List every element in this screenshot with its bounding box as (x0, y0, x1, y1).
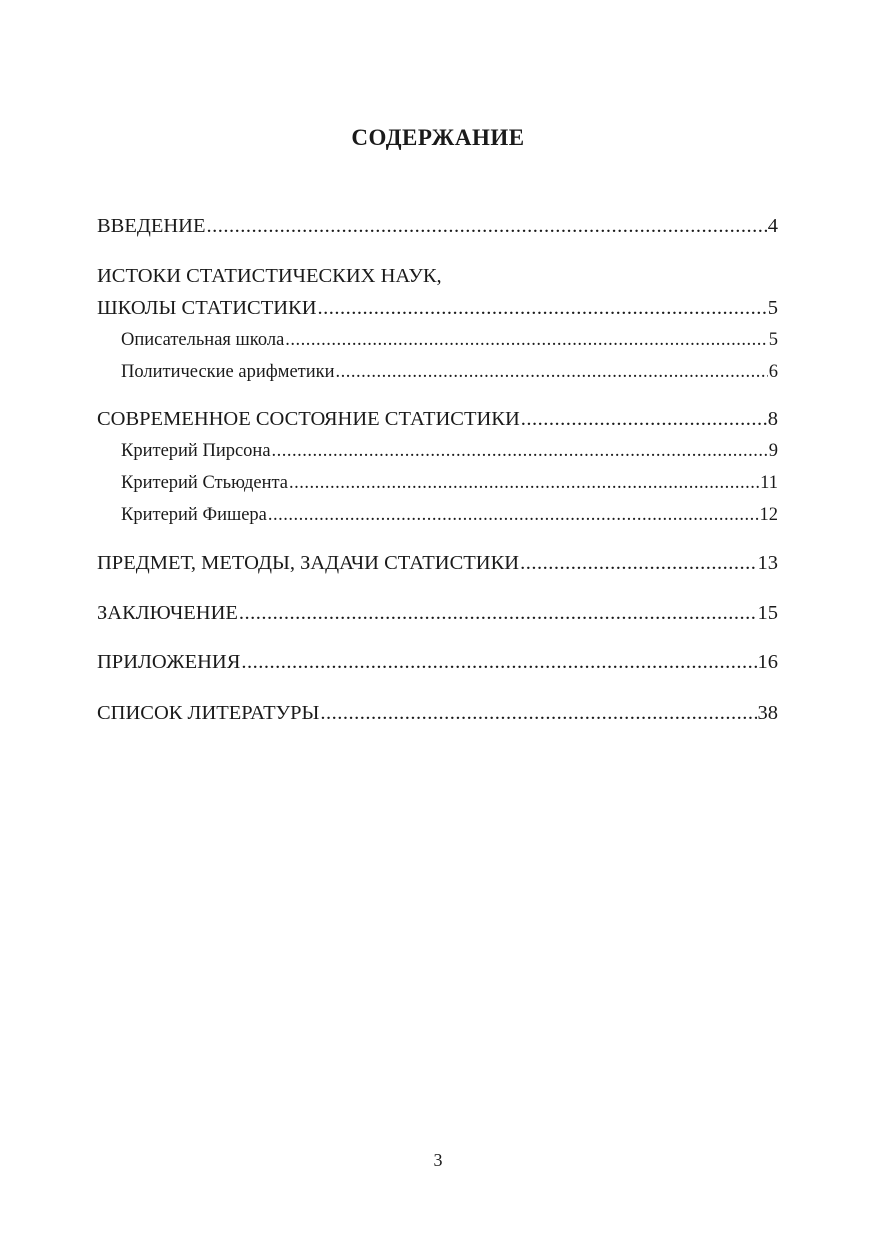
toc-entry-label: Описательная школа (121, 330, 285, 350)
toc-entry-conclusion[interactable] (97, 603, 778, 624)
toc-leader-dots (289, 474, 759, 493)
toc-entry-subject-methods[interactable] (97, 553, 778, 574)
toc-entry-descriptive-school[interactable] (121, 331, 778, 350)
toc-entry-label: Политические арифметики (121, 362, 335, 382)
toc-leader-dots (272, 442, 768, 461)
toc-leader-dots (318, 298, 767, 319)
toc-entry-origins-line1[interactable]: ИСТОКИ СТАТИСТИЧЕСКИХ НАУК, (97, 265, 442, 287)
page-title: СОДЕРЖАНИЕ (351, 125, 525, 150)
toc-leader-dots (285, 331, 767, 350)
toc-page-number: 38 (757, 702, 778, 724)
toc-entry-modern-state[interactable] (97, 409, 778, 430)
toc-entry-label: ВВЕДЕНИЕ (97, 215, 206, 237)
toc-entry-label: ЗАКЛЮЧЕНИЕ (97, 602, 238, 624)
toc-entry-label: СПИСОК ЛИТЕРАТУРЫ (97, 702, 320, 724)
toc-leader-dots (521, 409, 767, 430)
toc-leader-dots (239, 603, 757, 624)
toc-entry-label: ПРЕДМЕТ, МЕТОДЫ, ЗАДАЧИ СТАТИСТИКИ (97, 552, 520, 574)
toc-entry-student[interactable] (121, 474, 778, 493)
toc-leader-dots (320, 703, 756, 724)
toc-page-number: 11 (760, 473, 778, 493)
toc-page-number: 13 (757, 552, 778, 574)
toc-entry-appendices[interactable] (97, 652, 778, 673)
toc-page-number: 5 (767, 297, 778, 319)
toc-entry-label: ШКОЛЫ СТАТИСТИКИ (97, 297, 317, 319)
toc-entry-label: СОВРЕМЕННОЕ СОСТОЯНИЕ СТАТИСТИКИ (97, 408, 520, 430)
toc-leader-dots (241, 652, 756, 673)
toc-entry-label: ПРИЛОЖЕНИЯ (97, 651, 241, 673)
toc-page-number: 15 (757, 602, 778, 624)
toc-entry-label: Критерий Стьюдента (121, 473, 289, 493)
toc-page-number: 16 (757, 651, 778, 673)
toc-entry-label: Критерий Фишера (121, 505, 267, 525)
toc-entry-intro[interactable] (97, 216, 778, 237)
toc-leader-dots (207, 216, 767, 237)
toc-leader-dots (336, 363, 768, 382)
toc-page-number: 4 (767, 215, 778, 237)
page-number: 3 (433, 1150, 443, 1170)
toc-entry-label: Критерий Пирсона (121, 441, 271, 461)
toc-entry-origins[interactable] (97, 298, 778, 319)
toc-page-number: 5 (768, 330, 778, 350)
toc-entry-fisher[interactable] (121, 506, 778, 525)
toc-page-number: 8 (767, 408, 778, 430)
toc-page-number: 12 (759, 505, 778, 525)
toc-leader-dots (268, 506, 759, 525)
toc-page-number: 6 (768, 362, 778, 382)
toc-entry-pearson[interactable] (121, 442, 778, 461)
toc-entry-political-arithmetic[interactable] (121, 363, 778, 382)
toc-page-number: 9 (768, 441, 778, 461)
toc-leader-dots (520, 553, 756, 574)
toc-entry-references[interactable] (97, 703, 778, 724)
